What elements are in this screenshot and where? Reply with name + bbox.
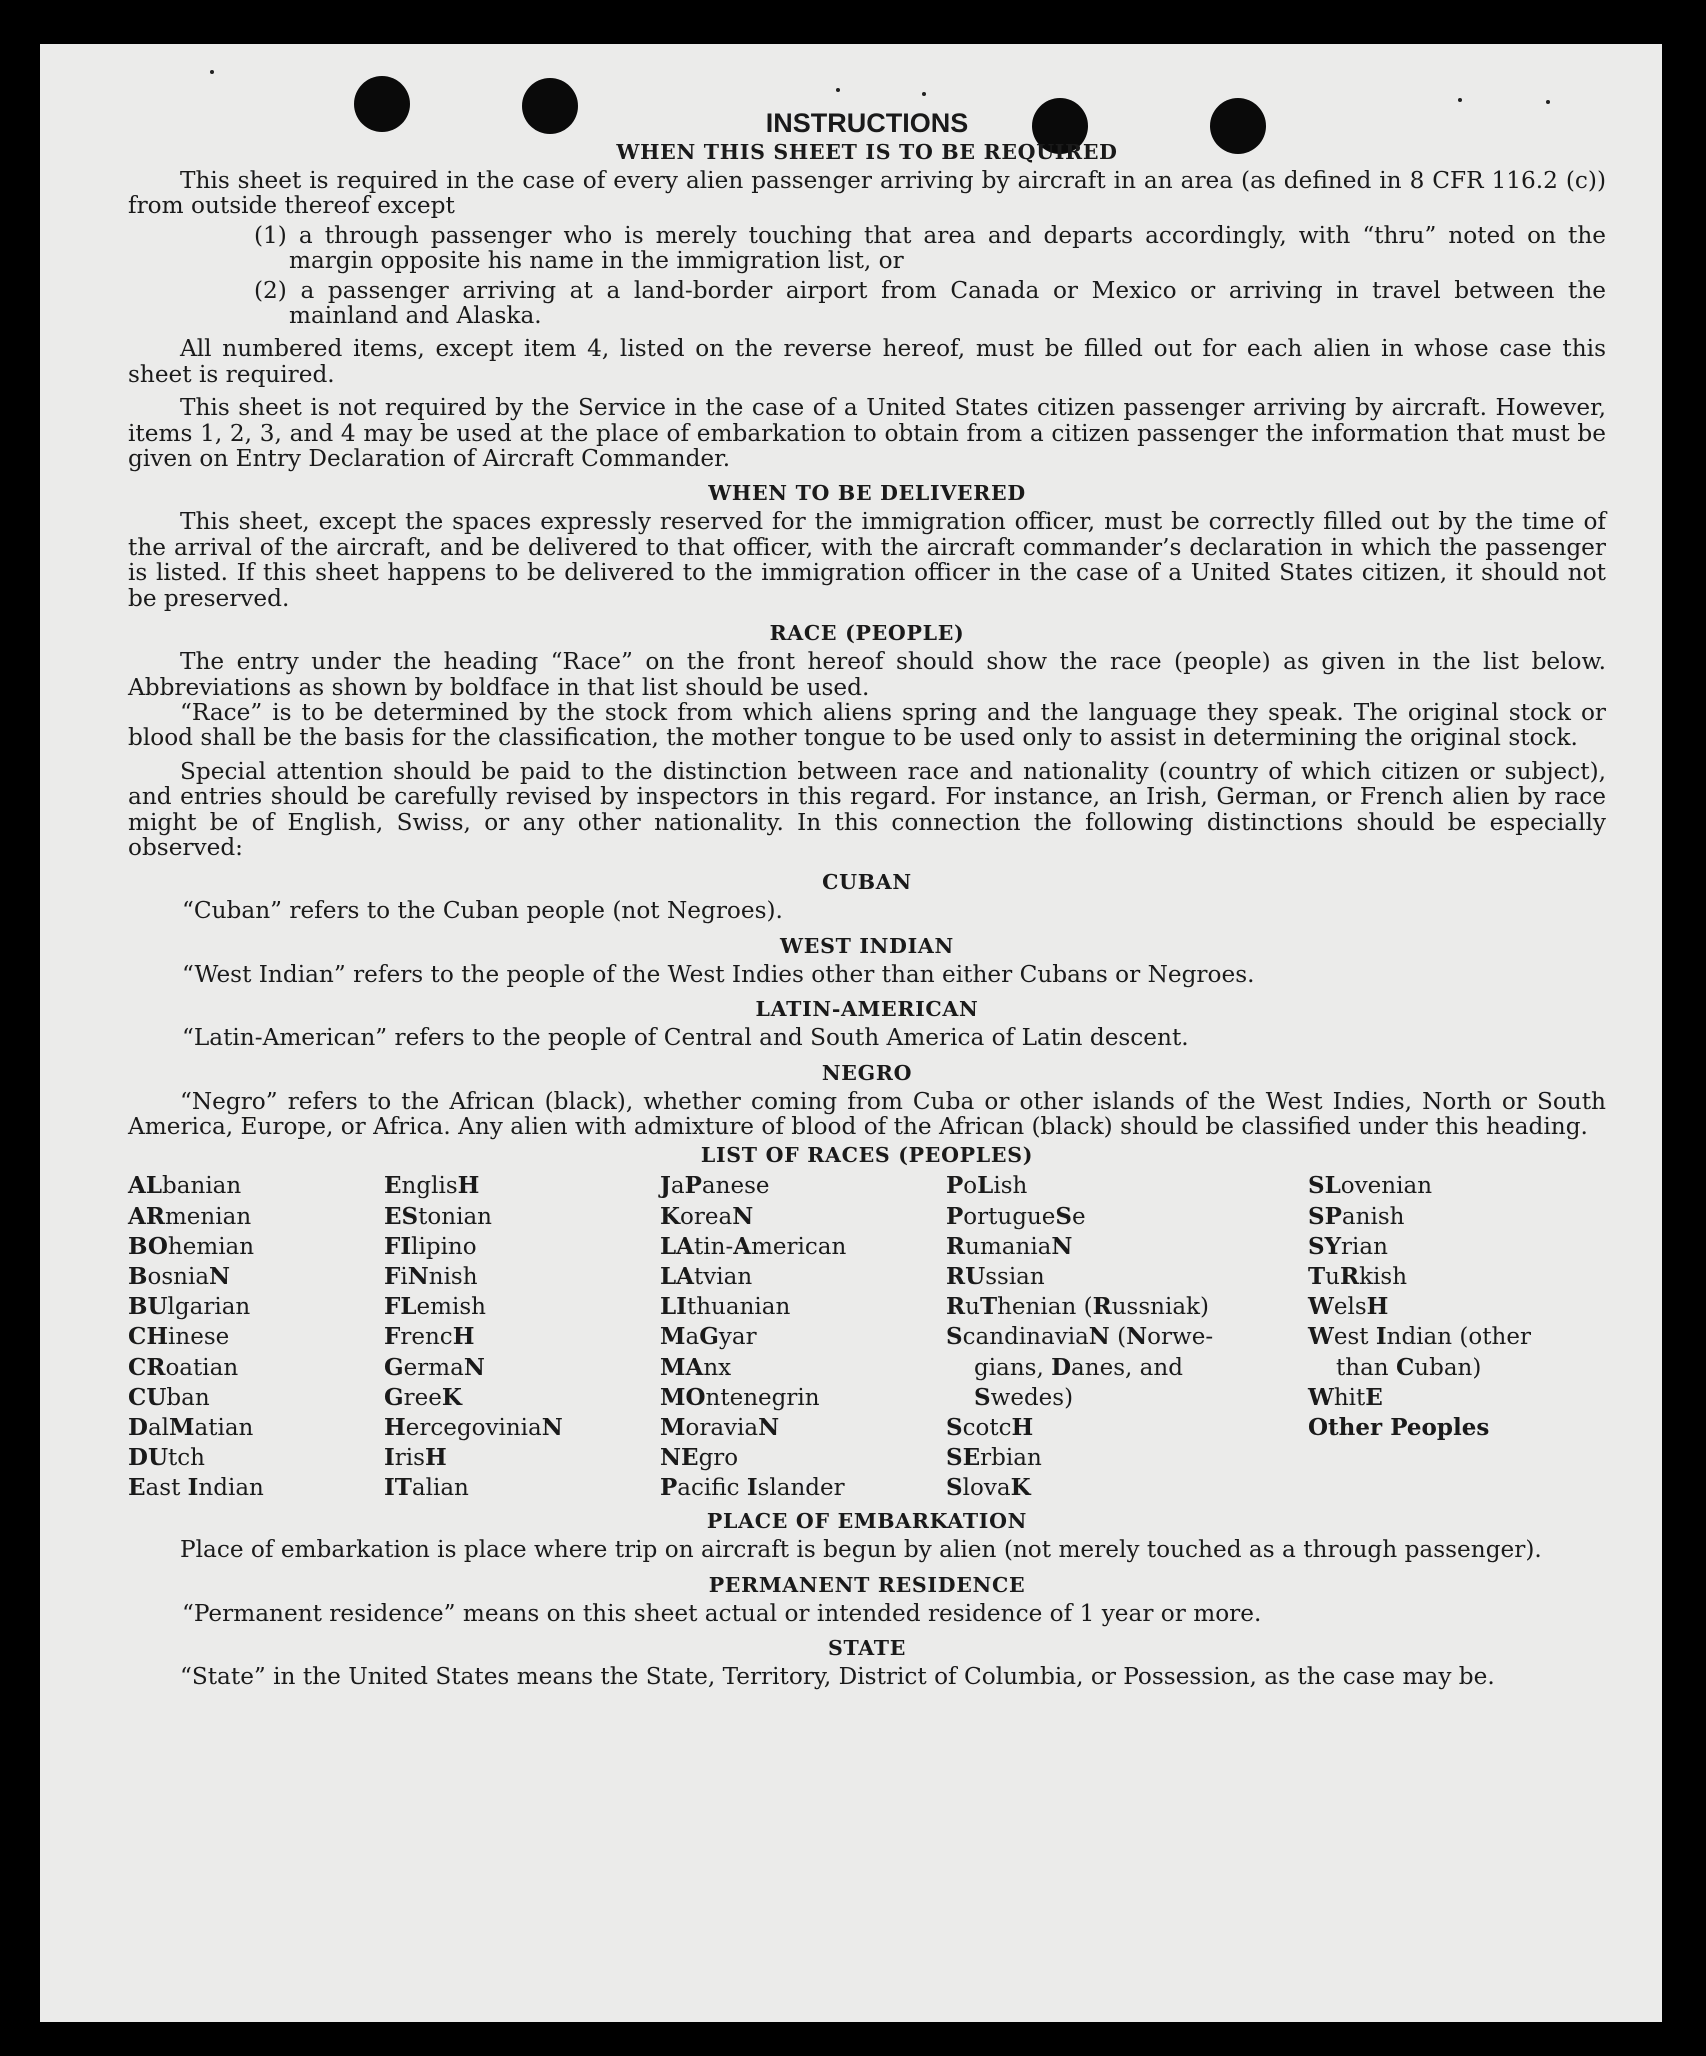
race-item: SErbian xyxy=(946,1444,1042,1472)
race-item: LAtin-American xyxy=(660,1232,847,1260)
definition-cuban: “Cuban” refers to the Cuban people (not Negroes). xyxy=(182,897,783,925)
race-item: Other Peoples xyxy=(1308,1414,1490,1441)
race-item: ScotcH xyxy=(946,1414,1034,1441)
race-item: MAnx xyxy=(660,1353,732,1381)
race-item: ITalian xyxy=(384,1474,469,1502)
race-item: Pacifc Islander xyxy=(660,1474,845,1502)
races-column xyxy=(946,1171,1213,1503)
numbered-items-paragraph: All numbered items, except item 4, listed on the reverse hereof, must be filled out for each alien in whose case this sheet is required. xyxy=(128,335,1606,388)
heading-state: STATE xyxy=(827,1636,907,1661)
race-paragraph-2: “Race” is to be determined by the stock from which aliens spring and the language they speak. The original stock or blood shall be the basis for the classification, the mother tongue to be used only to assist in determining the original stock. xyxy=(128,698,1606,752)
race-item: SYrian xyxy=(1308,1232,1388,1260)
speck xyxy=(922,92,926,96)
speck xyxy=(1458,98,1462,102)
race-item: FLemish xyxy=(384,1293,486,1321)
speck xyxy=(1546,100,1550,104)
race-item: DalMatian xyxy=(128,1414,254,1441)
race-item: West Indian (other xyxy=(1308,1323,1531,1351)
race-item: SPanish xyxy=(1308,1202,1405,1230)
race-item: ARmenian xyxy=(128,1202,252,1230)
section-heading-race: RACE (PEOPLE) xyxy=(769,621,965,646)
heading-negro: NEGRO xyxy=(821,1060,913,1085)
race-item: RUssian xyxy=(946,1262,1045,1290)
race-item: than Cuban) xyxy=(1336,1353,1482,1381)
state-paragraph: “State” in the United States means the State, Territory, District of Columbia, or Possession, as the case may be. xyxy=(180,1663,1495,1691)
race-item: MaGyar xyxy=(660,1323,757,1351)
speck xyxy=(210,70,214,74)
race-item: FiNnish xyxy=(384,1262,478,1290)
races-column xyxy=(384,1171,563,1503)
race-item: TuRkish xyxy=(1308,1262,1408,1290)
race-item: NEgro xyxy=(660,1444,739,1472)
race-item: gians, Danes, and xyxy=(974,1353,1183,1381)
race-item: FIlipino xyxy=(384,1232,477,1260)
race-item: BUlgarian xyxy=(128,1293,251,1321)
race-item: GreeK xyxy=(384,1383,462,1411)
race-item: SLovenian xyxy=(1308,1172,1433,1200)
races-column xyxy=(128,1171,264,1503)
heading-residence: PERMANENT RESIDENCE xyxy=(708,1572,1026,1597)
speck xyxy=(836,88,840,92)
race-item: CRoatian xyxy=(128,1353,239,1381)
race-item: WhitE xyxy=(1308,1383,1383,1411)
race-item: ALbanian xyxy=(128,1172,242,1200)
races-list-heading: LIST OF RACES (PEOPLES) xyxy=(700,1143,1034,1168)
race-item: ScandinaviaN (Norwe- xyxy=(946,1323,1214,1351)
section-heading-required: WHEN THIS SHEET IS TO BE REQUIRED xyxy=(616,140,1118,164)
race-item: SlovaK xyxy=(946,1474,1031,1502)
race-paragraph-1: The entry under the heading “Race” on the front hereof should show the race (people) as given in the list below. Abbreviations as shown by boldface in that list should be used. xyxy=(128,648,1606,701)
race-item: WelsH xyxy=(1308,1293,1389,1321)
race-item: GermaN xyxy=(384,1353,485,1381)
heading-embarkation: PLACE OF EMBARKATION xyxy=(706,1509,1028,1534)
required-paragraph: This sheet is required in the case of every alien passenger arriving by aircraft in an area (as defined in 8 CFR 116.2 (c)) from outside thereof except xyxy=(128,167,1606,220)
residence-paragraph: “Permanent residence” means on this sheet actual or intended residence of 1 year or more. xyxy=(182,1599,1262,1627)
heading-latin-american: LATIN-AMERICAN xyxy=(755,997,979,1022)
race-item: CHinese xyxy=(128,1323,230,1351)
race-item: LAtvian xyxy=(660,1262,753,1290)
race-item: RumaniaN xyxy=(946,1232,1073,1260)
race-paragraph-3: Special attention should be paid to the distinction between race and nationality (country of which citizen or subject), and entries should be carefully revised by inspectors in this regard. For instance, an Irish, German, or French alien by race might be of English, Swiss, or any other nationality. In this connection the following distinctions should be especially observed: xyxy=(128,757,1606,861)
race-item: BOhemian xyxy=(128,1232,255,1260)
race-item: JaPanese xyxy=(660,1172,770,1200)
delivered-paragraph: This sheet, except the spaces expressly reserved for the immigration officer, must be correctly filled out by the time of the arrival of the aircraft, and be delivered to that officer, with the aircraft commander’s declaration in which the passenger is listed. If this sheet happens to be delivered to the immigration officer in the case of a United States citizen, it should not be preserved. xyxy=(128,508,1606,612)
races-column xyxy=(1308,1171,1531,1443)
race-item: MOntenegrin xyxy=(660,1383,820,1411)
race-item: RuThenian (Russniak) xyxy=(946,1293,1209,1321)
race-item: MoraviaN xyxy=(660,1414,780,1441)
race-item: BosniaN xyxy=(128,1262,231,1290)
race-item: Swedes) xyxy=(974,1383,1074,1411)
embarkation-paragraph: Place of embarkation is place where trip on aircraft is begun by alien (not merely touched as a through passenger). xyxy=(180,1536,1542,1564)
race-item: PortugueSe xyxy=(946,1202,1086,1230)
definition-latin-american: “Latin-American” refers to the people of Central and South America of Latin descent. xyxy=(182,1024,1189,1052)
race-item: East Indian xyxy=(128,1474,264,1502)
heading-west-indian: WEST INDIAN xyxy=(780,933,954,958)
instructions-content xyxy=(128,108,1606,1690)
race-item: PoLish xyxy=(946,1172,1028,1200)
definition-negro: “Negro” refers to the African (black), whether coming from Cuba or other islands of the West Indies, North or South America, Europe, or Africa. Any alien with admixture of blood of the African (black) should be classified under this heading. xyxy=(128,1087,1606,1140)
race-item: CUban xyxy=(128,1383,210,1411)
race-item: EnglisH xyxy=(384,1172,480,1200)
exception-item-1: (1) a through passenger who is merely touching that area and departs accordingly, with “thru” noted on the margin opposite his name in the immigration list, or xyxy=(254,221,1606,275)
definition-west-indian: “West Indian” refers to the people of the West Indies other than either Cubans or Negroes. xyxy=(182,960,1255,988)
page-title: INSTRUCTIONS xyxy=(765,108,969,138)
race-item: DUtch xyxy=(128,1444,205,1472)
citizen-paragraph: This sheet is not required by the Service in the case of a United States citizen passenger arriving by aircraft. However, items 1, 2, 3, and 4 may be used at the place of embarkation to obtain from a citizen passenger the information that must be given on Entry Declaration of Aircraft Commander. xyxy=(128,394,1606,473)
document-page xyxy=(40,44,1662,2022)
races-column xyxy=(660,1171,846,1503)
race-item: FrencH xyxy=(384,1323,475,1351)
race-item: IrisH xyxy=(384,1444,447,1472)
race-item: KoreaN xyxy=(660,1202,754,1230)
race-item: EStonian xyxy=(384,1202,492,1230)
race-item: HercegoviniaN xyxy=(384,1414,563,1441)
section-heading-delivered: WHEN TO BE DELIVERED xyxy=(708,481,1026,506)
races-list xyxy=(128,1171,1606,1502)
exception-item-2: (2) a passenger arriving at a land-border airport from Canada or Mexico or arriving in travel between the mainland and Alaska. xyxy=(254,276,1606,330)
race-item: LIthuanian xyxy=(660,1293,791,1321)
heading-cuban: CUBAN xyxy=(822,870,912,895)
